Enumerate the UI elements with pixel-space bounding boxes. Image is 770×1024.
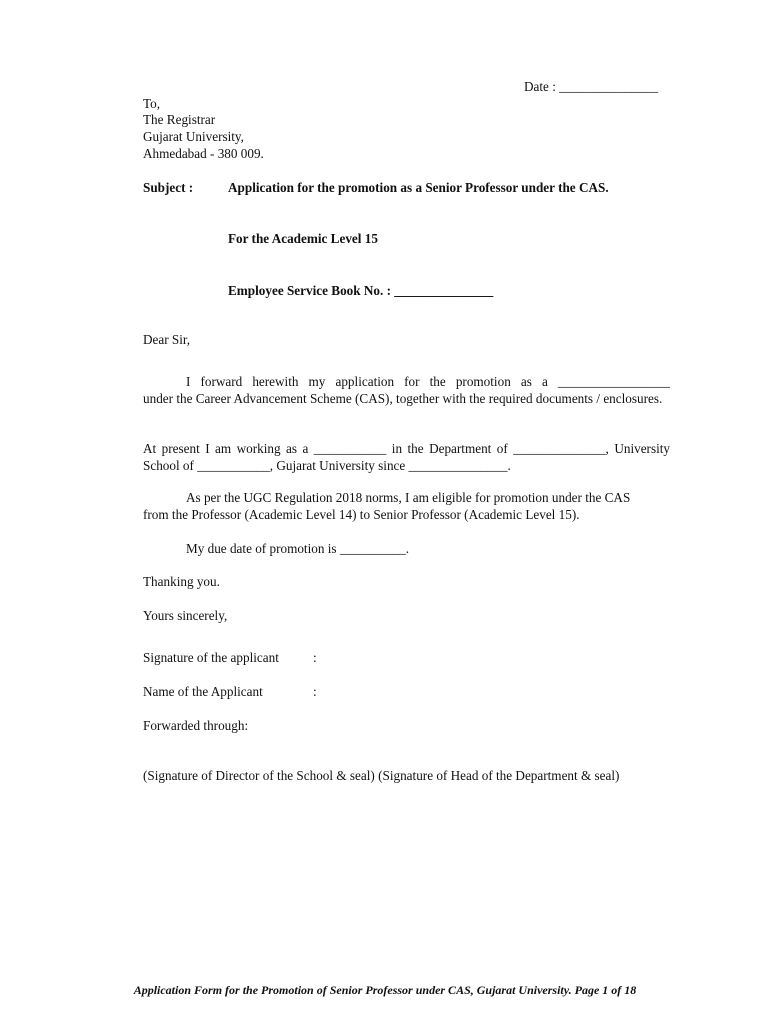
yours-sincerely: Yours sincerely, — [143, 608, 228, 623]
address-line-2: Gujarat University, — [143, 129, 244, 144]
paragraph-1-rest: under the Career Advancement Scheme (CAS), together with the required documents / enclosures. — [143, 391, 663, 406]
name-colon: : — [313, 684, 317, 699]
signature-colon: : — [313, 650, 317, 665]
subject-label: Subject : — [143, 180, 194, 195]
address-line-3: Ahmedabad - 380 009. — [143, 146, 264, 161]
paragraph-1-line-1: I forward herewith my application for the promotion as a _________________ — [186, 374, 670, 389]
date-line: Date : _______________ — [524, 79, 659, 94]
academic-level: For the Academic Level 15 — [228, 231, 378, 246]
forwarded-through: Forwarded through: — [143, 718, 249, 733]
paragraph-3-line-1: As per the UGC Regulation 2018 norms, I am eligible for promotion under the CAS — [186, 490, 631, 505]
signature-seals-line: (Signature of Director of the School & seal) (Signature of Head of the Department & seal) — [143, 768, 620, 783]
service-book-field: Employee Service Book No. : _______________ — [228, 283, 494, 298]
thanking-line: Thanking you. — [143, 574, 220, 589]
name-label: Name of the Applicant — [143, 684, 263, 699]
address-line-1: The Registrar — [143, 112, 216, 127]
paragraph-2: At present I am working as a ___________ in the Department of ______________, University School of ___________, Gujarat University since _______________. — [143, 441, 670, 473]
paragraph-4: My due date of promotion is __________. — [186, 541, 410, 556]
subject-text: Application for the promotion as a Senior Professor under the CAS. — [228, 180, 609, 195]
page-footer: Application Form for the Promotion of Senior Professor under CAS, Gujarat University. Page 1 of 18 — [133, 983, 637, 997]
paragraph-3-line-2: from the Professor (Academic Level 14) to Senior Professor (Academic Level 15). — [143, 507, 580, 522]
salutation: Dear Sir, — [143, 332, 191, 347]
signature-label: Signature of the applicant — [143, 650, 279, 665]
address-to: To, — [143, 96, 161, 111]
